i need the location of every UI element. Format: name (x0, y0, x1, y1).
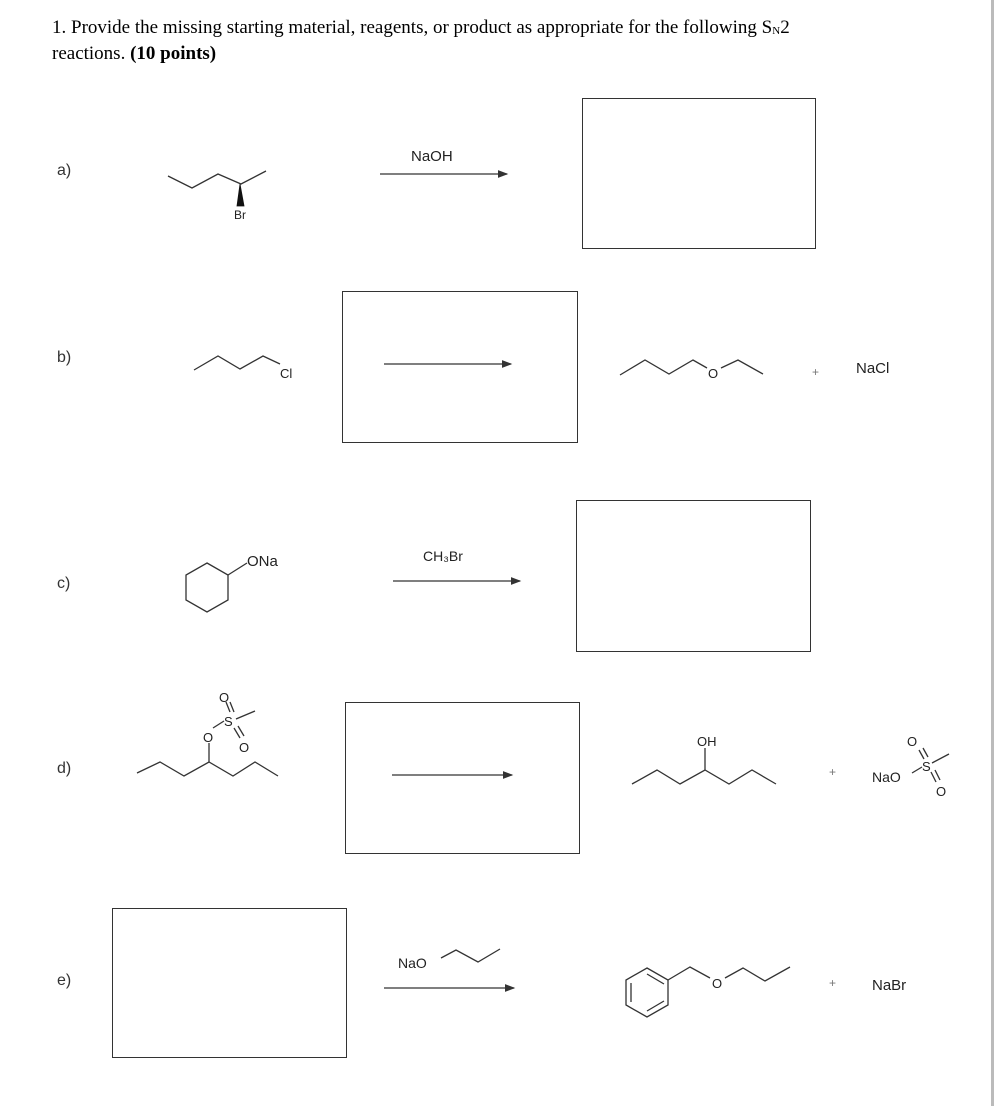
question-body-end: 2 reactions. (52, 17, 790, 64)
atom-o-d-bottom: O (239, 740, 250, 755)
byproduct-e: NaBr (872, 977, 907, 994)
atom-s-d-byproduct: S (922, 759, 931, 774)
molecule-4-heptanol (632, 748, 776, 784)
atom-o-d-byproduct-bottom: O (936, 784, 947, 799)
atom-br-a: Br (234, 208, 246, 222)
plus-d: + (829, 765, 837, 779)
question-body: Provide the missing starting material, reagents, or product as appropriate for the following S (71, 17, 773, 38)
molecule-2-bromopentane (168, 171, 266, 206)
question-points: (10 points) (130, 43, 217, 64)
byproduct-b: NaCl (856, 360, 890, 377)
molecule-benzyl-propyl-ether (626, 967, 790, 1017)
question-subscript: N (772, 25, 781, 37)
part-label-c: c) (57, 575, 71, 592)
atom-o-d-ester: O (203, 730, 214, 745)
reagent-c: CH₃Br (423, 548, 463, 564)
atom-ona-c: ONa (247, 553, 278, 570)
part-label-d: d) (57, 760, 72, 777)
atom-oh-d: OH (697, 734, 717, 749)
molecule-cyclohexylmethoxide (186, 563, 247, 612)
reagent-a: NaOH (411, 148, 453, 165)
plus-b: + (812, 365, 820, 379)
atom-o-b: O (708, 366, 719, 381)
plus-e: + (829, 976, 837, 990)
atom-o-e: O (712, 976, 723, 991)
atom-s-d: S (224, 714, 233, 729)
part-label-b: b) (57, 349, 72, 366)
molecule-ethyl-propyl-ether (620, 360, 763, 375)
reagent-e: NaO (398, 955, 427, 971)
molecule-sodium-propoxide (441, 949, 500, 962)
atom-cl-b: Cl (280, 366, 293, 381)
byproduct-na-d: NaO (872, 769, 901, 785)
part-label-e: e) (57, 972, 72, 989)
atom-o-d-top: O (219, 690, 230, 705)
part-label-a: a) (57, 162, 72, 179)
molecule-1-chlorobutane (194, 356, 280, 370)
atom-o-d-byproduct-top: O (907, 734, 918, 749)
question-number: 1. (52, 17, 67, 38)
